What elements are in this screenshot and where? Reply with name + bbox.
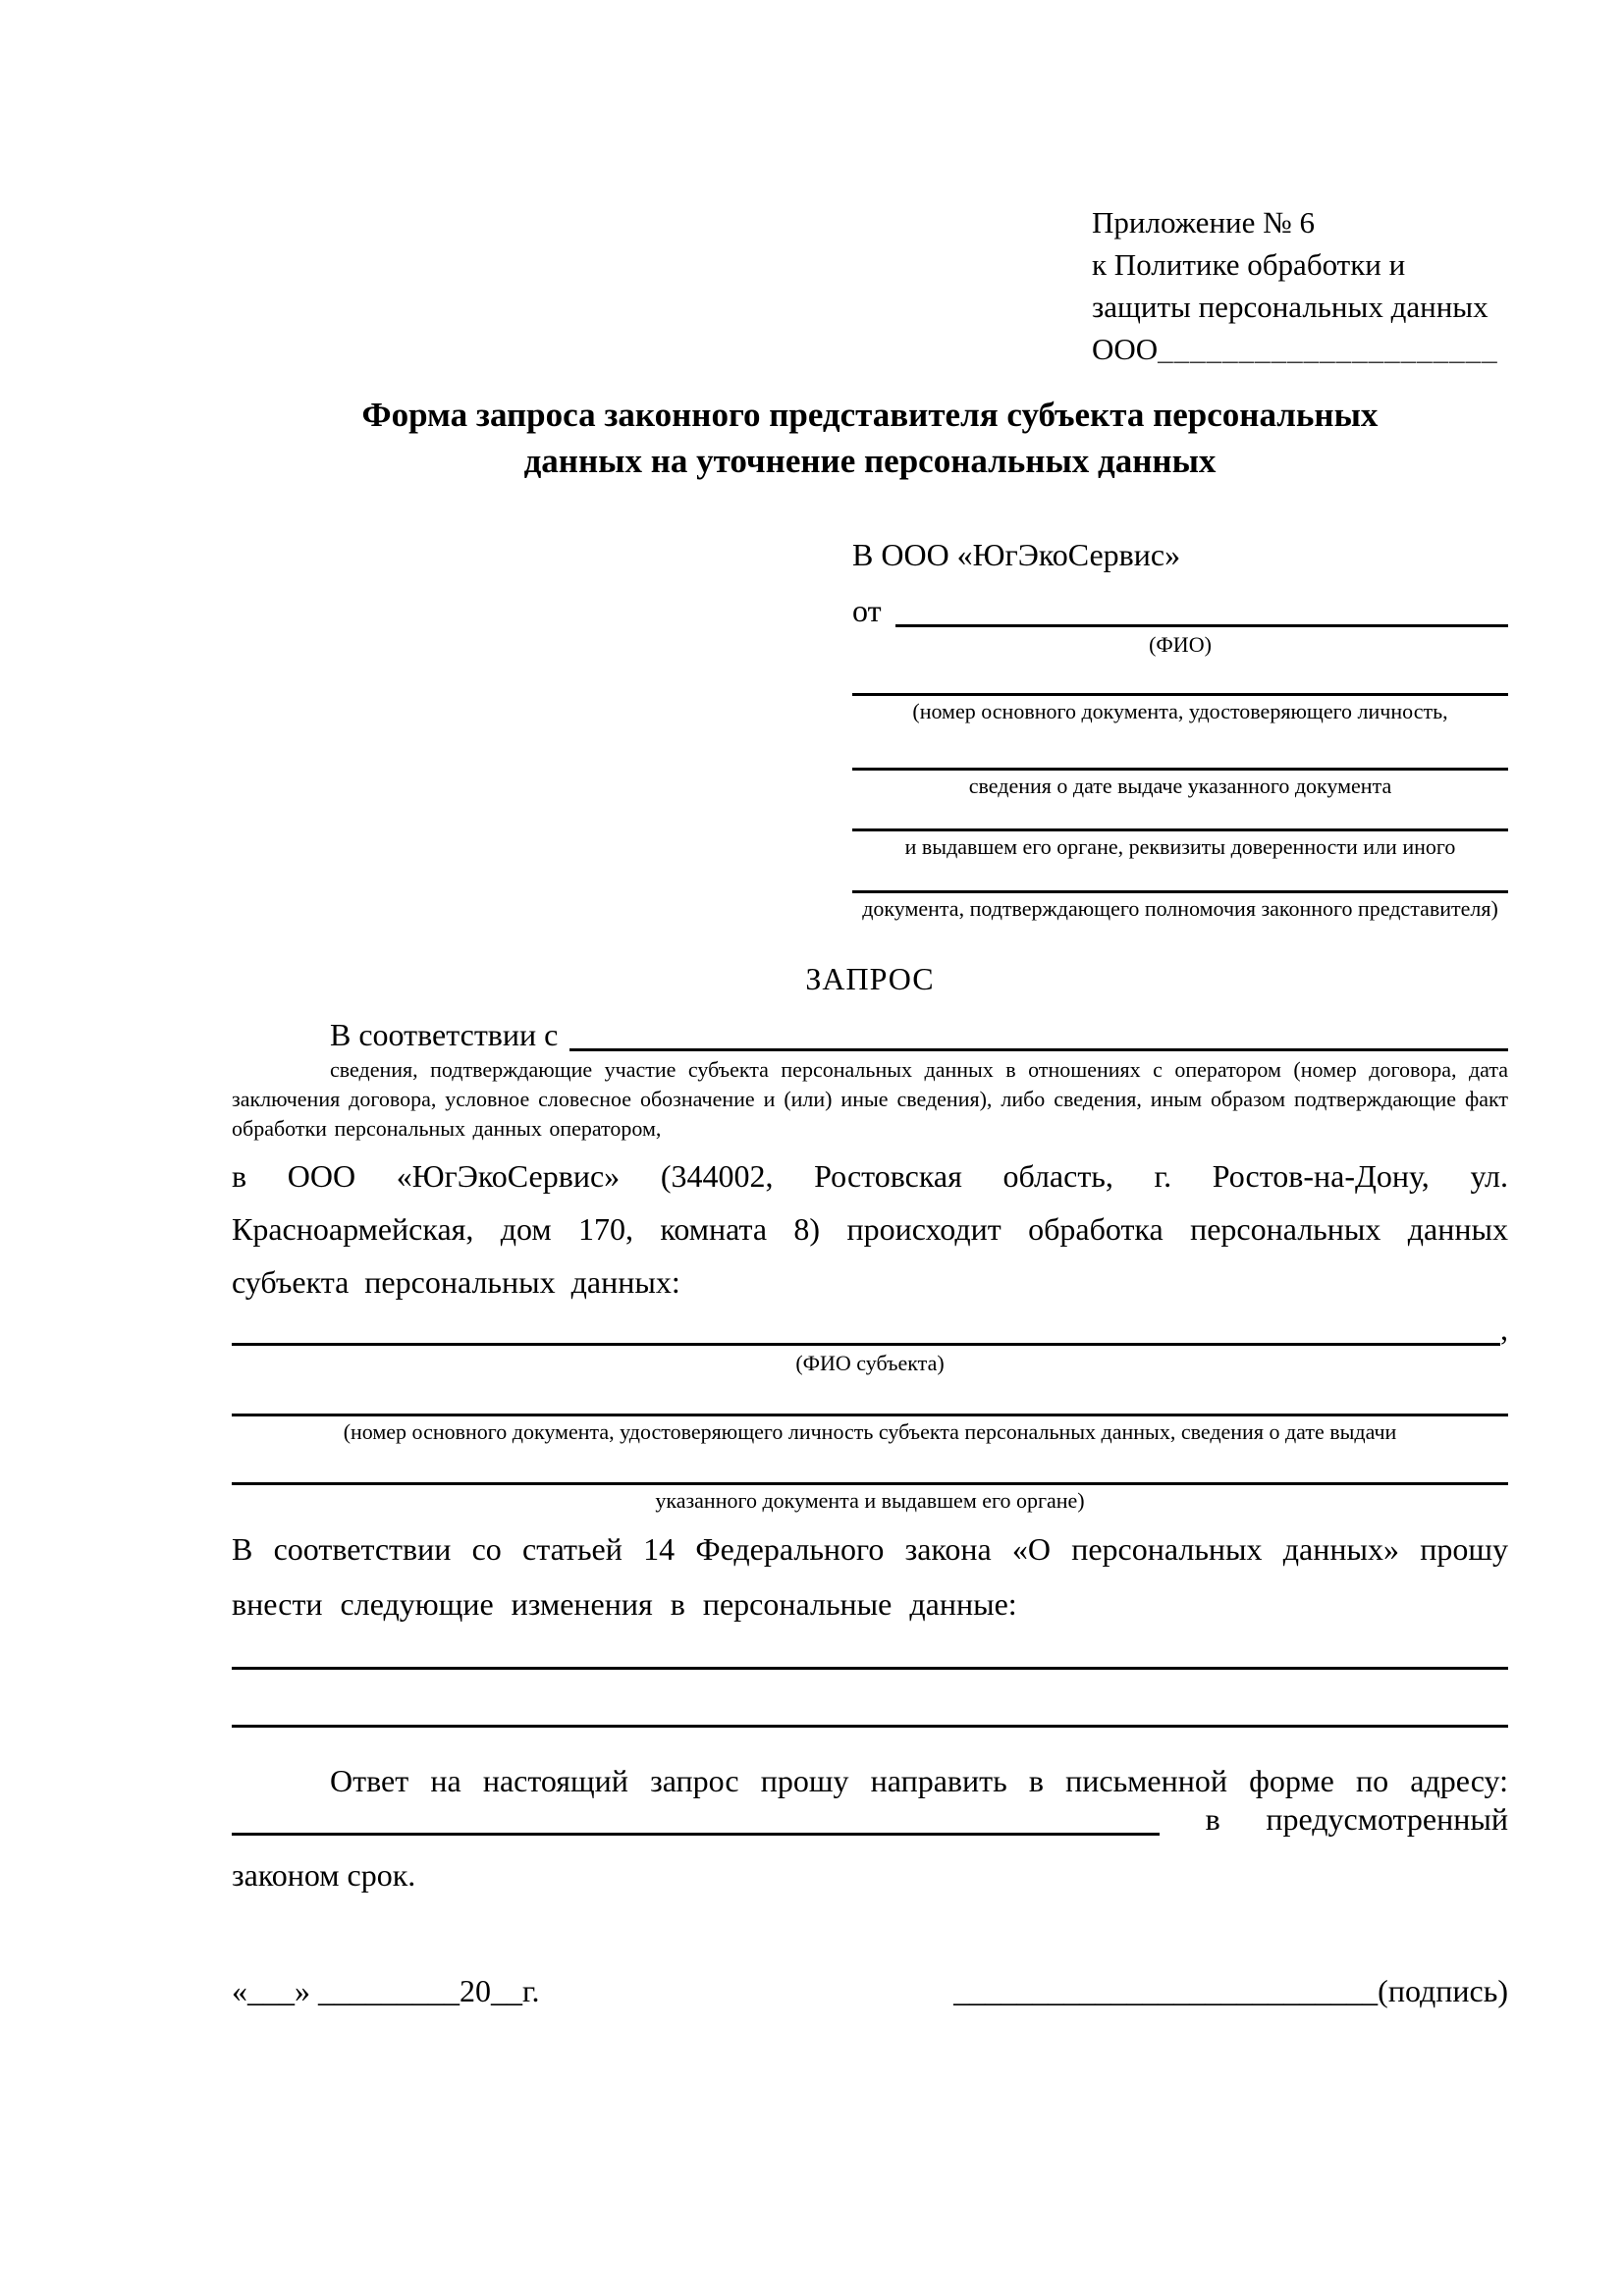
subject-doc-caption-2: указанного документа и выдавшем его органе) bbox=[655, 1488, 1085, 1513]
appendix-line-3: защиты персональных данных bbox=[1092, 290, 1489, 324]
request-heading: ЗАПРОС bbox=[805, 961, 935, 996]
reply-address-row bbox=[232, 1801, 1508, 1838]
appendix-block bbox=[1092, 201, 1508, 370]
appendix-org-line bbox=[1092, 328, 1508, 370]
operator-paragraph: в ООО «ЮгЭкоСервис» (344002, Ростовская область, г. Ростов-на-Дону, ул. Красноармейская, дом 170, комната 8) происходит обработка персональных данных субъекта персональных данных: bbox=[232, 1158, 1508, 1300]
representative-doc-caption-3: и выдавшем его органе, реквизиты доверенности или иного bbox=[904, 834, 1456, 859]
according-row bbox=[232, 1014, 1508, 1053]
signature-blank-line: ___________________________ bbox=[953, 1973, 1379, 2008]
subject-fio-row bbox=[232, 1308, 1508, 1348]
recipient-block bbox=[852, 535, 1508, 922]
from-blank-line bbox=[895, 624, 1508, 627]
subject-doc-caption-1: (номер основного документа, удостоверяющего личность субъекта персональных данных, сведения о дате выдачи bbox=[343, 1419, 1397, 1444]
signature-caption: (подпись) bbox=[1378, 1973, 1508, 2008]
appendix-line-1: Приложение № 6 bbox=[1092, 205, 1315, 240]
signature-group bbox=[953, 1969, 1508, 2012]
reply-sentence: Ответ на настоящий запрос прошу направить в письменной форме по адресу: bbox=[330, 1763, 1508, 1798]
subject-doc-blank-line-1 bbox=[232, 1376, 1508, 1416]
representative-doc-caption-1: (номер основного документа, удостоверяющего личность, bbox=[912, 699, 1448, 723]
fio-caption: (ФИО) bbox=[1149, 632, 1212, 657]
reply-address-blank-line bbox=[232, 1833, 1160, 1836]
from-label: от bbox=[852, 593, 882, 628]
amendments-blank-line-2 bbox=[232, 1725, 1508, 1728]
signature-row bbox=[232, 1969, 1508, 2012]
representative-doc-blank-line-1 bbox=[852, 658, 1508, 696]
document-title-line-1: Форма запроса законного представителя субъекта персональных bbox=[361, 396, 1379, 434]
org-prefix: ООО bbox=[1092, 332, 1159, 366]
representative-doc-blank-line-2 bbox=[852, 724, 1508, 771]
recipient-to: В ООО «ЮгЭкоСервис» bbox=[852, 537, 1181, 572]
according-prefix: В соответствии с bbox=[330, 1017, 559, 1052]
subject-doc-blank-line-2 bbox=[232, 1445, 1508, 1485]
subject-fio-comma: , bbox=[1500, 1311, 1508, 1347]
subject-fio-caption: (ФИО субъекта) bbox=[795, 1351, 945, 1375]
reply-tail-word-1: в bbox=[1205, 1801, 1220, 1837]
representative-doc-blank-line-3 bbox=[852, 799, 1508, 831]
representative-doc-blank-line-4 bbox=[852, 860, 1508, 893]
document-title-line-2: данных на уточнение персональных данных bbox=[523, 442, 1217, 480]
subject-fio-blank-line bbox=[232, 1343, 1500, 1346]
reply-closing: законом срок. bbox=[232, 1857, 416, 1893]
according-note: сведения, подтверждающие участие субъекта персональных данных в отношениях с оператором (номер договора, дата заключения договора, условное словесное обозначение и (или) иные сведения), либо сведения, иным образом подтверждающие факт обработки персональных данных оператором, bbox=[232, 1057, 1508, 1141]
page-content bbox=[232, 0, 1508, 2012]
amendments-blank-line-1 bbox=[232, 1667, 1508, 1670]
org-name-blank: _____________________ bbox=[1158, 332, 1498, 366]
amendments-paragraph: В соответствии со статьей 14 Федерального закона «О персональных данных» прошу внести следующие изменения в персональные данные: bbox=[232, 1531, 1508, 1622]
reply-tail-word-2: предусмотренный bbox=[1266, 1801, 1508, 1837]
according-blank-line bbox=[569, 1048, 1508, 1051]
representative-doc-caption-2: сведения о дате выдаче указанного документа bbox=[968, 774, 1392, 798]
from-row bbox=[852, 592, 1508, 629]
appendix-line-2: к Политике обработки и bbox=[1092, 247, 1406, 282]
representative-doc-caption-4: документа, подтверждающего полномочия законного представителя) bbox=[862, 896, 1498, 921]
document-title bbox=[232, 392, 1508, 484]
date-blank: «___» _________20__г. bbox=[232, 1973, 540, 2008]
